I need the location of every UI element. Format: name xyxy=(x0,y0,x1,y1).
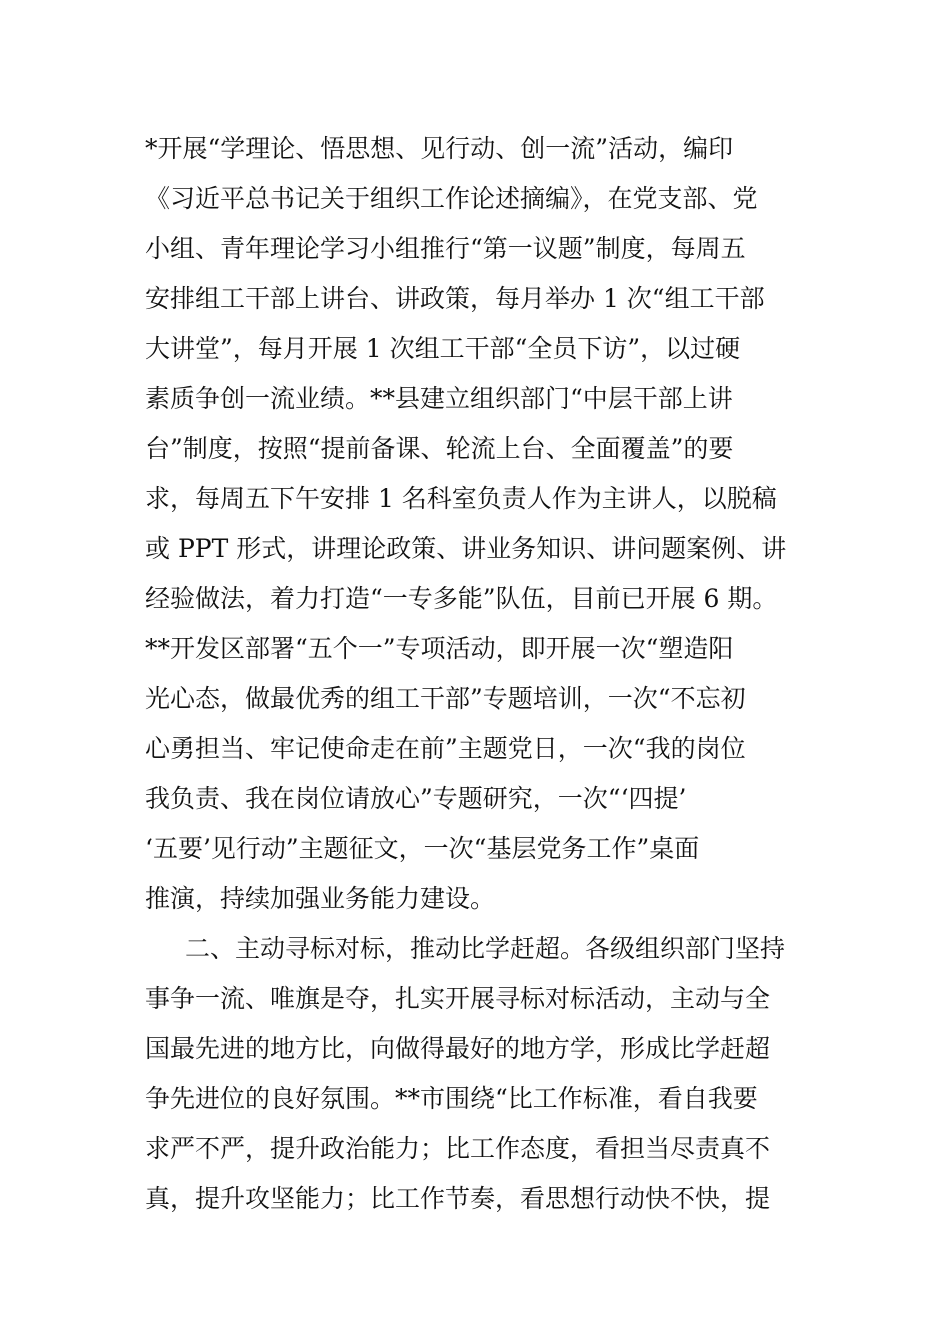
text-line: 台”制度，按照“提前备课、轮流上台、全面覆盖”的要 xyxy=(145,434,734,463)
text-line: 国最先进的地方比，向做得最好的地方学，形成比学赶超 xyxy=(145,1034,771,1063)
text-line: *开展“学理论、悟思想、见行动、创一流”活动，编印 xyxy=(145,134,734,163)
text-line: 求，每周五下午安排 1 名科室负责人作为主讲人，以脱稿 xyxy=(145,484,777,513)
text-line: **开发区部署“五个一”专项活动，即开展一次“塑造阳 xyxy=(145,634,734,663)
text-line: 求严不严，提升政治能力；比工作态度，看担当尽责真不 xyxy=(145,1134,771,1163)
text-line: 安排组工干部上讲台、讲政策，每月举办 1 次“组工干部 xyxy=(145,284,765,313)
text-line: 小组、青年理论学习小组推行“第一议题”制度，每周五 xyxy=(145,234,746,263)
text-line: 真，提升攻坚能力；比工作节奏，看思想行动快不快，提 xyxy=(145,1184,771,1213)
text-line: 我负责、我在岗位请放心”专题研究，一次“‘四提’ xyxy=(145,784,687,813)
text-line: 争先进位的良好氛围。**市围绕“比工作标准，看自我要 xyxy=(145,1084,758,1113)
section-heading-line: 二、主动寻标对标，推动比学赶超。各级组织部门坚持 xyxy=(185,934,786,963)
text-line: 或 PPT 形式，讲理论政策、讲业务知识、讲问题案例、讲 xyxy=(145,534,787,563)
text-line: 《习近平总书记关于组织工作论述摘编》，在党支部、党 xyxy=(145,184,758,213)
text-line: 经验做法，着力打造“一专多能”队伍，目前已开展 6 期。 xyxy=(145,584,778,613)
text-line: 心勇担当、牢记使命走在前”主题党日，一次“我的岗位 xyxy=(145,734,746,763)
text-line: 推演，持续加强业务能力建设。 xyxy=(145,884,496,913)
text-line: 素质争创一流业绩。**县建立组织部门“中层干部上讲 xyxy=(145,384,733,413)
text-line: 事争一流、唯旗是夺，扎实开展寻标对标活动，主动与全 xyxy=(145,984,771,1013)
text-line: ‘五要’见行动”主题征文，一次“基层党务工作”桌面 xyxy=(145,834,700,863)
text-line: 光心态，做最优秀的组工干部”专题培训，一次“不忘初 xyxy=(145,684,746,713)
body-text xyxy=(145,124,825,1224)
text-line: 大讲堂”，每月开展 1 次组工干部“全员下访”，以过硬 xyxy=(145,334,741,363)
